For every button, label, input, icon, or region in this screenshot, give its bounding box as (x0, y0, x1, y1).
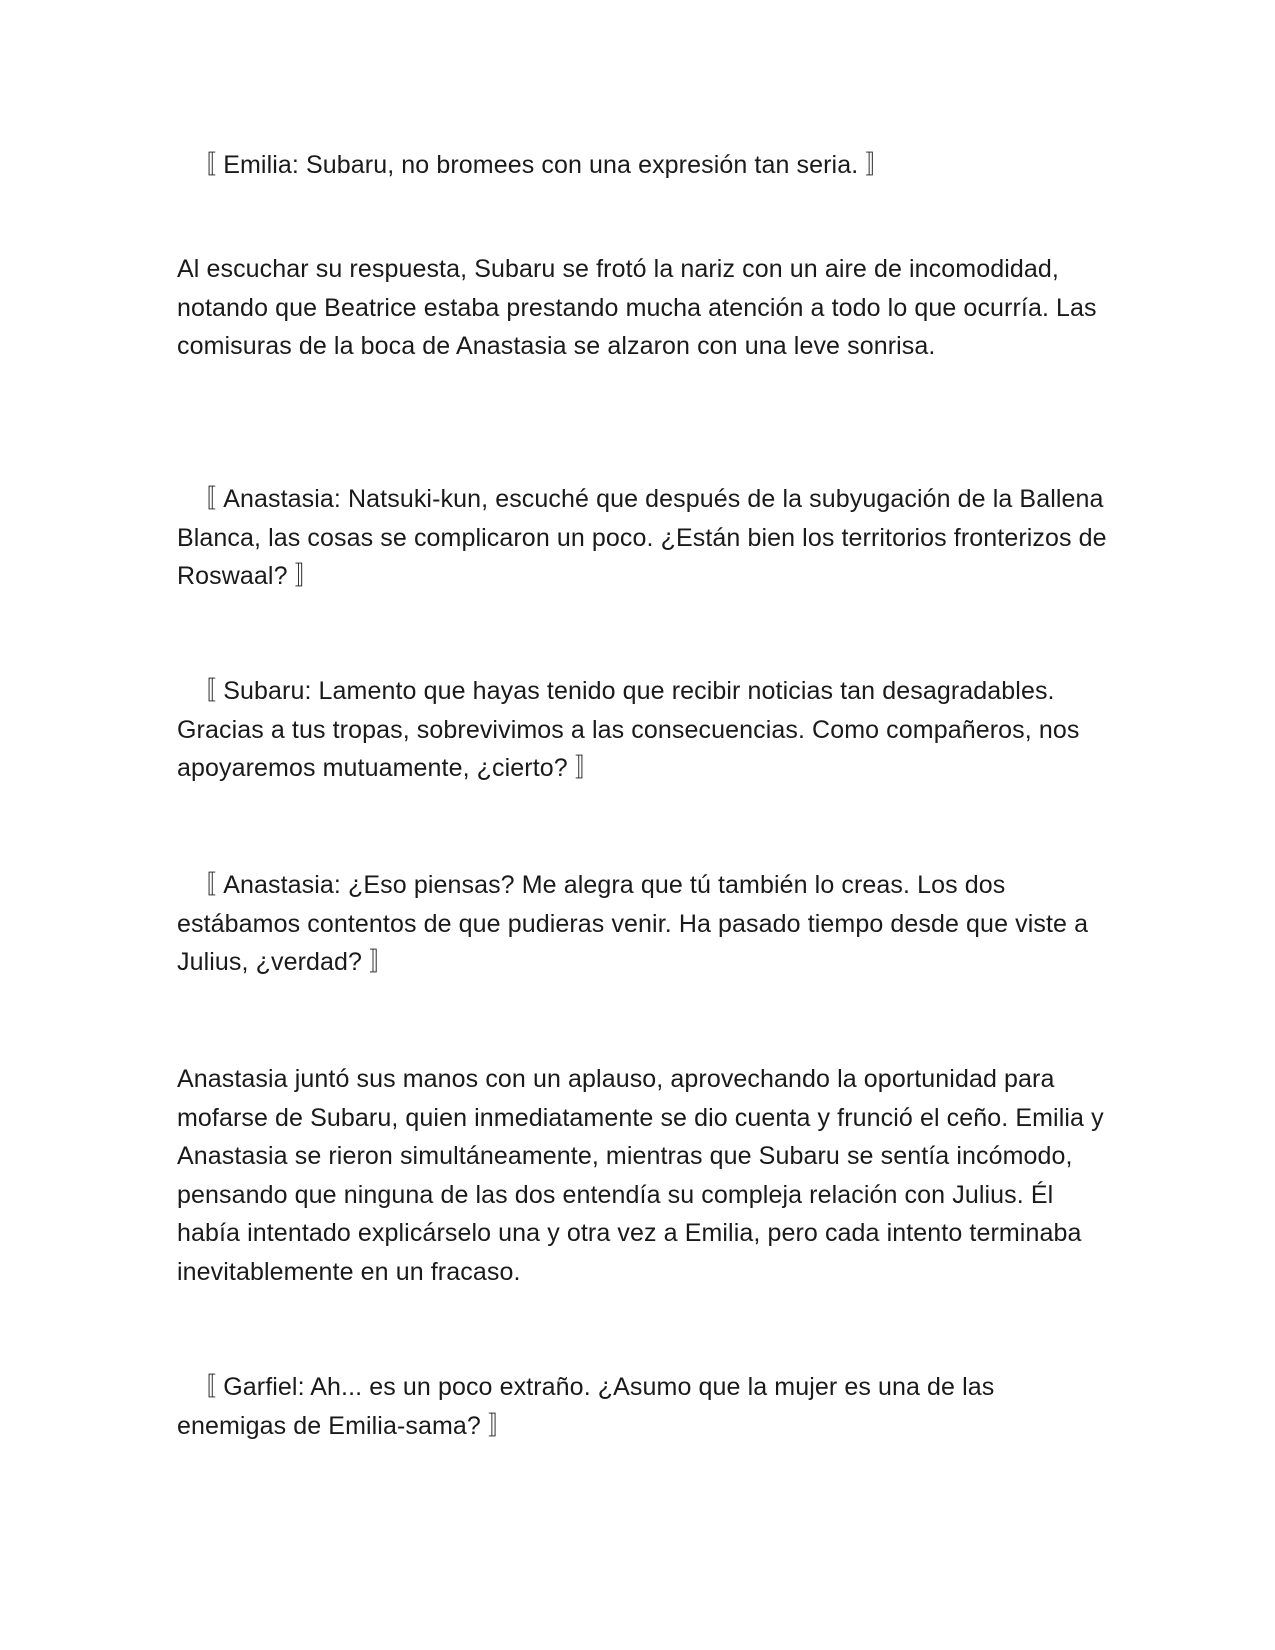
dialogue-emilia: 〚 Emilia: Subaru, no bromees con una expresión tan seria. 〛 (177, 151, 891, 179)
dialogue-garfiel: 〚 Garfiel: Ah... es un poco extraño. ¿Asumo que la mujer es una de las enemigas de Emilia-sama? 〛 (177, 1373, 1002, 1440)
dialogue-anastasia-2: 〚 Anastasia: ¿Eso piensas? Me alegra que tú también lo creas. Los dos estábamos contentos de que pudieras venir. Ha pasado tiempo desde que viste a Julius, ¿verdad? 〛 (177, 871, 1096, 976)
narration-paragraph-1: Al escuchar su respuesta, Subaru se frotó la nariz con un aire de incomodidad, notando que Beatrice estaba prestando mucha atención a todo lo que ocurría. Las comisuras de la boca de Anastasia se alzaron con una leve sonrisa. (177, 255, 1104, 360)
dialogue-subaru: 〚 Subaru: Lamento que hayas tenido que recibir noticias tan desagradables. Gracias a tus tropas, sobrevivimos a las consecuencias. Como compañeros, nos apoyaremos mutuamente, ¿cierto? 〛 (177, 677, 1087, 782)
narration-paragraph-2: Anastasia juntó sus manos con un aplauso, aprovechando la oportunidad para mofarse de Subaru, quien inmediatamente se dio cuenta y frunció el ceño. Emilia y Anastasia se rieron simultáneamente, mientras que Subaru se sentía incómodo, pensando que ninguna de las dos entendía su compleja relación con Julius. Él había intentado explicárselo una y otra vez a Emilia, pero cada intento terminaba inevitablemente en un fracaso. (177, 1065, 1110, 1286)
dialogue-anastasia-1: 〚 Anastasia: Natsuki-kun, escuché que después de la subyugación de la Ballena Blanca, las cosas se complicaron un poco. ¿Están bien los territorios fronterizos de Roswaal? 〛 (177, 485, 1114, 590)
